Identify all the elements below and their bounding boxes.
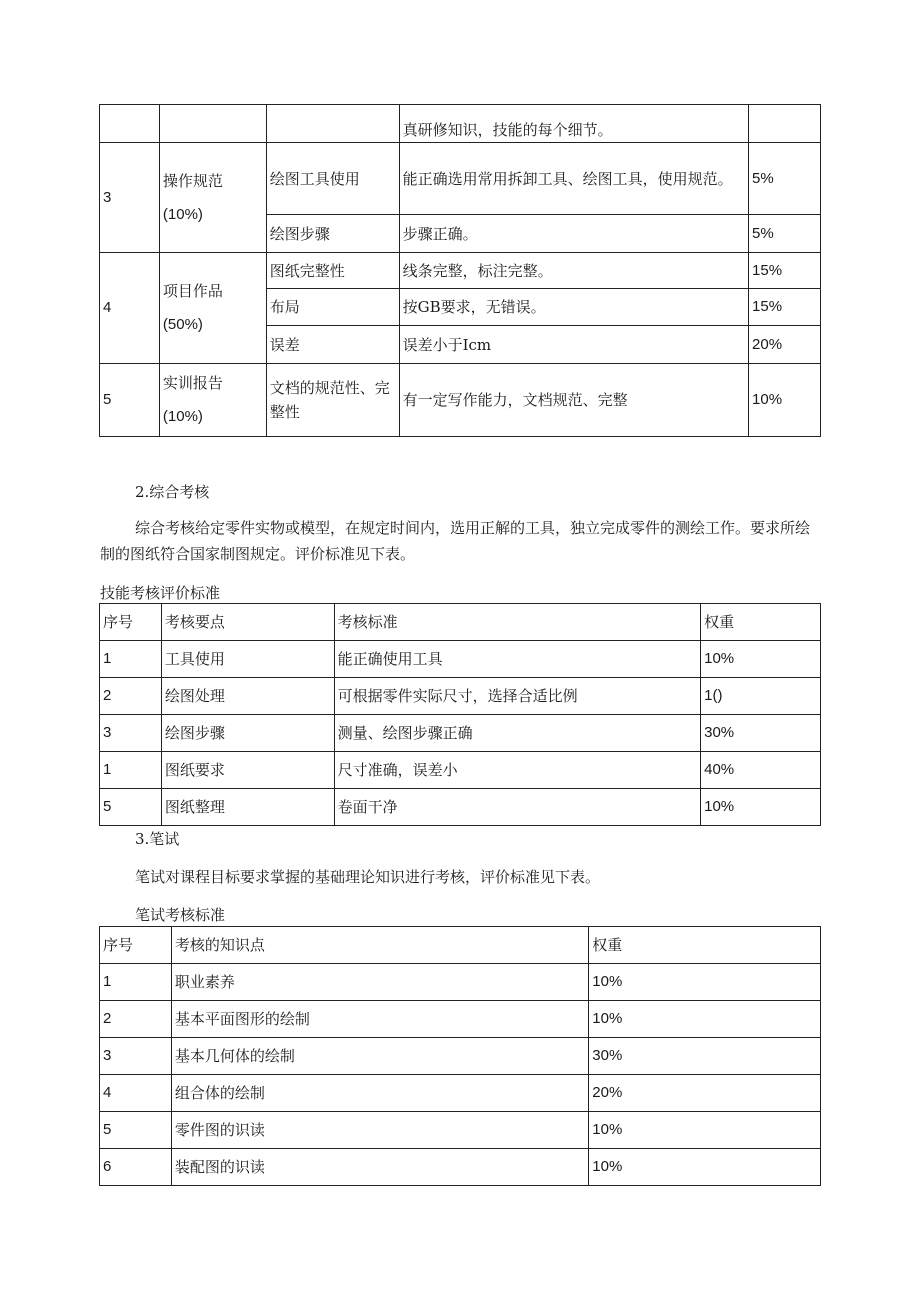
index-cell: [100, 105, 160, 143]
section-paragraph: 综合考核给定零件实物或模型，在规定时间内，选用正解的工具，独立完成零件的测绘工作。要求所绘制的图纸符合国家制图规定。评价标准见下表。: [100, 519, 811, 564]
index-cell: 4: [100, 1075, 172, 1112]
standard-cell: 有一定写作能力，文档规范、完整: [399, 364, 748, 437]
index-cell: 5: [100, 364, 160, 437]
table-row: [100, 105, 821, 143]
weight-cell: 5%: [749, 215, 821, 253]
index-cell: 4: [100, 253, 160, 364]
point-cell: 图纸整理: [161, 789, 334, 826]
header-cell: 考核要点: [161, 604, 334, 641]
knowledge-cell: 组合体的绘制: [171, 1075, 588, 1112]
standard-cell: 步骤正确。: [399, 215, 748, 253]
item-cell: 误差: [266, 326, 399, 364]
standard-cell: 可根据零件实际尺寸，选择合适比例: [334, 678, 700, 715]
table-caption: 技能考核评价标准: [100, 584, 221, 602]
table-caption: 笔试考核标准: [135, 906, 226, 924]
weight-cell: 10%: [589, 1112, 821, 1149]
standard-cell: 线条完整，标注完整。: [399, 253, 748, 289]
point-cell: 图纸要求: [161, 752, 334, 789]
index-cell: 2: [100, 1001, 172, 1038]
weight-cell: 1(): [701, 678, 821, 715]
index-cell: 1: [100, 752, 162, 789]
item-cell: [266, 105, 399, 143]
header-cell: 考核标准: [334, 604, 700, 641]
point-cell: 绘图处理: [161, 678, 334, 715]
weight-cell: 5%: [749, 143, 821, 215]
standard-cell: 测量、绘图步骤正确: [334, 715, 700, 752]
table-row: [100, 715, 821, 752]
table-row: [100, 253, 821, 289]
category-cell: [159, 105, 266, 143]
knowledge-cell: 职业素养: [171, 964, 588, 1001]
table-row: [100, 364, 821, 437]
weight-cell: 30%: [701, 715, 821, 752]
weight-cell: 20%: [589, 1075, 821, 1112]
weight-cell: 10%: [701, 789, 821, 826]
header-cell: 权重: [701, 604, 821, 641]
header-cell: 序号: [100, 927, 172, 964]
standard-cell: 真研修知识，技能的每个细节。: [399, 105, 748, 143]
index-cell: 5: [100, 1112, 172, 1149]
weight-cell: 40%: [701, 752, 821, 789]
written-test-table: [99, 926, 821, 1186]
standard-cell: 尺寸准确，误差小: [334, 752, 700, 789]
category-cell: 项目作品 (50%): [159, 253, 266, 364]
table-header-row: [100, 927, 821, 964]
knowledge-cell: 基本平面图形的绘制: [171, 1001, 588, 1038]
index-cell: 3: [100, 715, 162, 752]
knowledge-cell: 基本几何体的绘制: [171, 1038, 588, 1075]
weight-cell: 30%: [589, 1038, 821, 1075]
header-cell: 考核的知识点: [171, 927, 588, 964]
table-row: [100, 1112, 821, 1149]
weight-cell: 10%: [589, 964, 821, 1001]
table-row: [100, 1149, 821, 1186]
item-cell: 布局: [266, 289, 399, 326]
knowledge-cell: 装配图的识读: [171, 1149, 588, 1186]
weight-cell: 10%: [701, 641, 821, 678]
weight-cell: 10%: [589, 1149, 821, 1186]
weight-cell: 20%: [749, 326, 821, 364]
standard-cell: 误差小于Icm: [399, 326, 748, 364]
knowledge-cell: 零件图的识读: [171, 1112, 588, 1149]
header-cell: 序号: [100, 604, 162, 641]
standard-cell: 能正确使用工具: [334, 641, 700, 678]
category-cell: 实训报告 (10%): [159, 364, 266, 437]
index-cell: 3: [100, 143, 160, 253]
standard-cell: 能正确选用常用拆卸工具、绘图工具，使用规范。: [399, 143, 748, 215]
item-cell: 文档的规范性、完整性: [266, 364, 399, 437]
item-cell: 绘图工具使用: [266, 143, 399, 215]
index-cell: 1: [100, 964, 172, 1001]
index-cell: 5: [100, 789, 162, 826]
index-cell: 3: [100, 1038, 172, 1075]
table-row: [100, 678, 821, 715]
index-cell: 1: [100, 641, 162, 678]
table-row: [100, 1038, 821, 1075]
skill-assessment-table: [99, 603, 821, 826]
table-row: [100, 752, 821, 789]
section-heading: 2.综合考核: [135, 483, 210, 501]
table-row: [100, 1001, 821, 1038]
weight-cell: 10%: [589, 1001, 821, 1038]
standard-cell: 卷面干净: [334, 789, 700, 826]
section-heading: 3.笔试: [135, 830, 180, 848]
item-cell: 绘图步骤: [266, 215, 399, 253]
point-cell: 工具使用: [161, 641, 334, 678]
table-row: [100, 964, 821, 1001]
item-cell: 图纸完整性: [266, 253, 399, 289]
table-header-row: [100, 604, 821, 641]
header-cell: 权重: [589, 927, 821, 964]
table-row: [100, 641, 821, 678]
category-cell: 操作规范 (10%): [159, 143, 266, 253]
index-cell: 6: [100, 1149, 172, 1186]
section-paragraph: 笔试对课程目标要求掌握的基础理论知识进行考核，评价标准见下表。: [135, 868, 601, 886]
process-evaluation-table: [99, 104, 821, 437]
table-row: [100, 789, 821, 826]
weight-cell: [749, 105, 821, 143]
index-cell: 2: [100, 678, 162, 715]
point-cell: 绘图步骤: [161, 715, 334, 752]
standard-cell: 按GB要求，无错误。: [399, 289, 748, 326]
table-row: [100, 1075, 821, 1112]
weight-cell: 15%: [749, 289, 821, 326]
weight-cell: 15%: [749, 253, 821, 289]
table-row: [100, 143, 821, 215]
weight-cell: 10%: [749, 364, 821, 437]
